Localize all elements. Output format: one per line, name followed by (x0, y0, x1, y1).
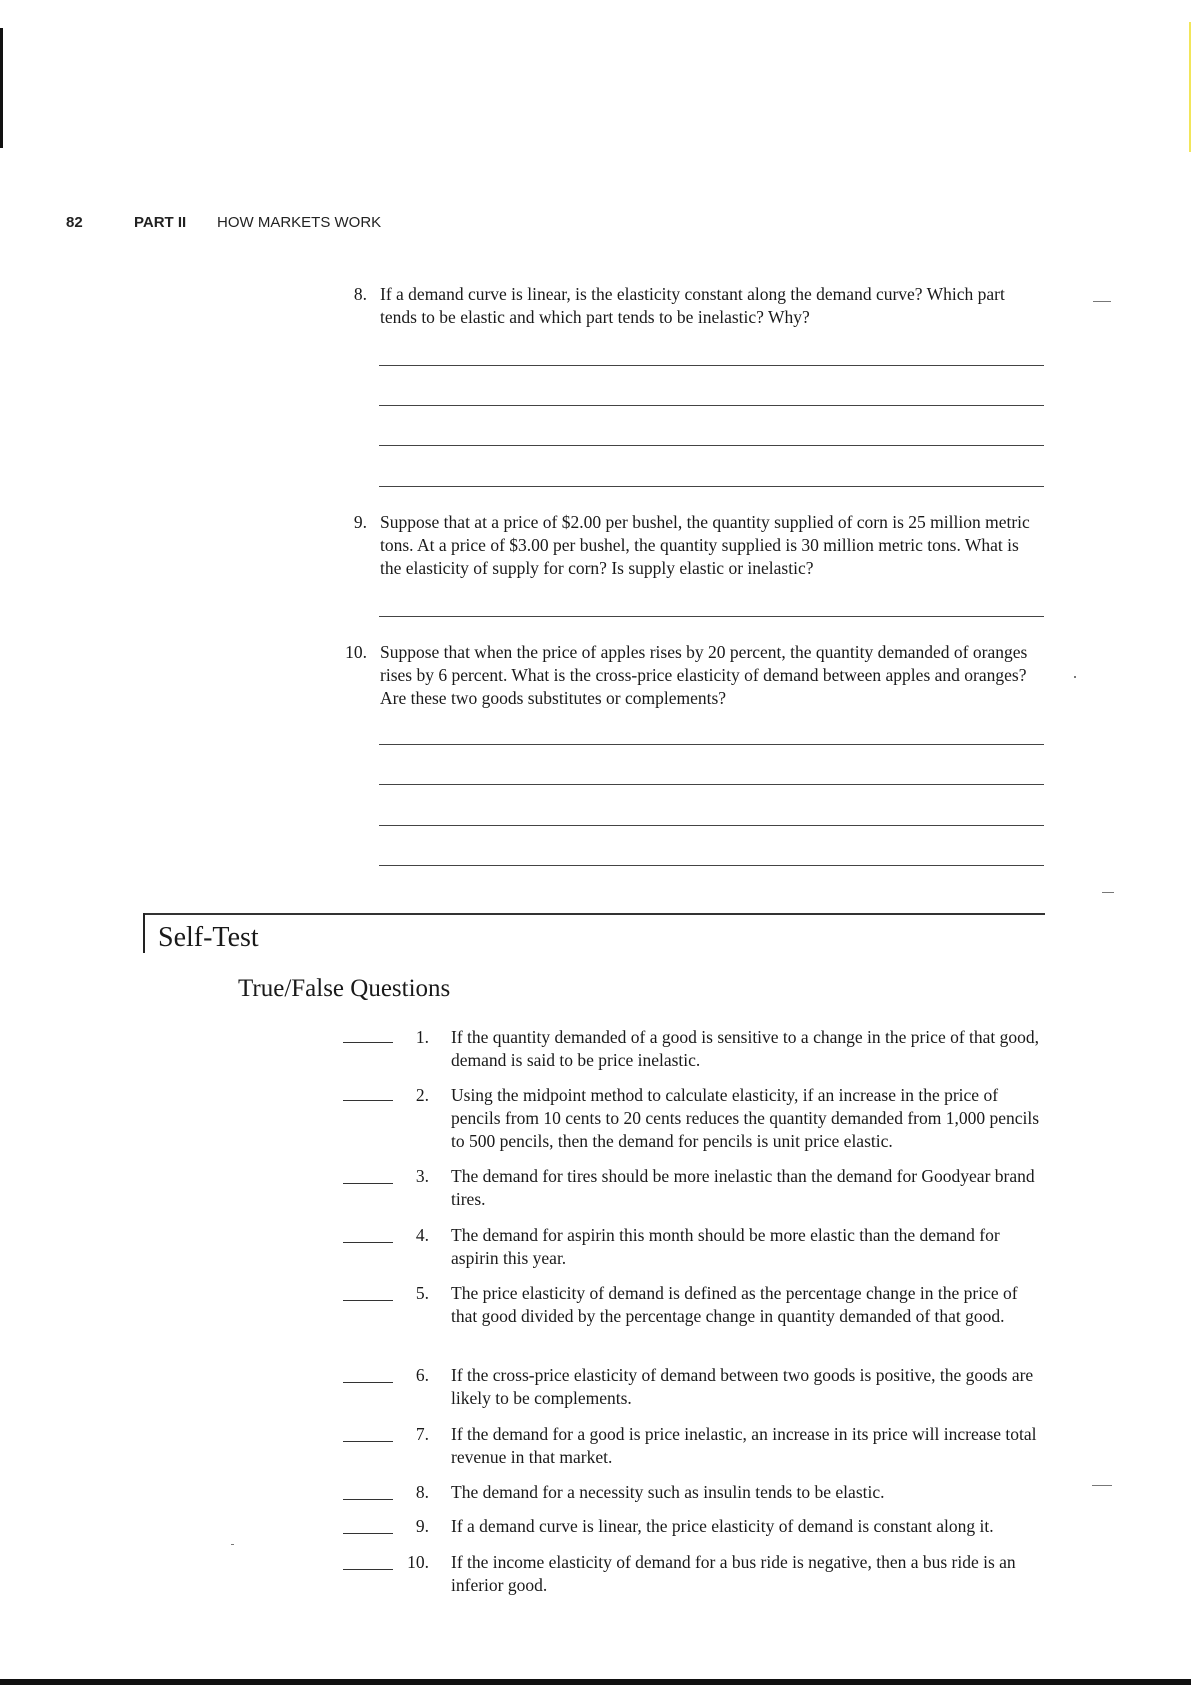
section-marker (143, 913, 145, 953)
answer-line[interactable] (379, 405, 1044, 406)
section-title: Self-Test (158, 922, 259, 953)
question-number: 10. (345, 642, 367, 662)
tf-number: 8. (415, 1482, 429, 1502)
tf-text: The demand for aspirin this month should be more elastic than the demand for aspirin this year. (451, 1225, 1000, 1268)
tf-text: The price elasticity of demand is defined as the percentage change in the price of that good divided by the percentage change in quantity demanded of that good. (451, 1283, 1018, 1326)
answer-blank[interactable] (343, 1100, 393, 1101)
answer-blank[interactable] (343, 1242, 393, 1243)
answer-line[interactable] (379, 365, 1044, 366)
tf-number: 1. (415, 1027, 429, 1047)
tf-number: 5. (415, 1283, 429, 1303)
tf-text: The demand for tires should be more inelastic than the demand for Goodyear brand tires. (451, 1166, 1035, 1209)
subsection-title: True/False Questions (238, 975, 451, 1002)
part-label: PART II (134, 214, 187, 231)
scan-speck (1092, 1485, 1112, 1486)
answer-blank[interactable] (343, 1499, 393, 1500)
tf-text: If a demand curve is linear, the price elasticity of demand is constant along it. (451, 1516, 994, 1536)
tf-text: The demand for a necessity such as insulin tends to be elastic. (451, 1482, 885, 1502)
tf-text: If the demand for a good is price inelastic, an increase in its price will increase total revenue in that market. (451, 1424, 1037, 1467)
answer-blank[interactable] (343, 1300, 393, 1301)
page-number: 82 (66, 214, 83, 231)
tf-text: If the cross-price elasticity of demand between two goods is positive, the goods are likely to be complements. (451, 1365, 1034, 1408)
answer-line[interactable] (379, 825, 1044, 826)
answer-blank[interactable] (343, 1569, 393, 1570)
answer-line[interactable] (379, 784, 1044, 785)
tf-number: 3. (415, 1166, 429, 1186)
question-text: If a demand curve is linear, is the elasticity constant along the demand curve? Which part tends to be elastic and which part tends to be inelastic? Why? (380, 284, 1005, 327)
question-number: 9. (353, 512, 367, 532)
tf-number: 10. (407, 1552, 429, 1572)
answer-line[interactable] (379, 865, 1044, 866)
scan-speck (1093, 301, 1111, 302)
tf-number: 4. (415, 1225, 429, 1245)
tf-number: 6. (415, 1365, 429, 1385)
answer-blank[interactable] (343, 1441, 393, 1442)
answer-line[interactable] (379, 616, 1044, 617)
scan-speck (231, 1544, 234, 1545)
tf-number: 7. (415, 1424, 429, 1444)
answer-line[interactable] (379, 445, 1044, 446)
part-title: HOW MARKETS WORK (217, 214, 382, 231)
answer-blank[interactable] (343, 1533, 393, 1534)
tf-number: 2. (415, 1085, 429, 1105)
scan-edge-left (0, 28, 3, 148)
section-rule (143, 913, 1045, 915)
question-text: Suppose that at a price of $2.00 per bushel, the quantity supplied of corn is 25 million metric tons. At a price of $3.00 per bushel, the quantity supplied is 30 million metric tons. What is the elasticity of supply for corn? Is supply elastic or inelastic? (380, 512, 1030, 578)
tf-text: If the quantity demanded of a good is sensitive to a change in the price of that good, demand is said to be price inelastic. (451, 1027, 1040, 1070)
tf-text: Using the midpoint method to calculate elasticity, if an increase in the price of pencils from 10 cents to 20 cents reduces the quantity demanded from 1,000 pencils to 500 pencils, then the demand for pencils is unit price elastic. (451, 1085, 1040, 1151)
question-text: Suppose that when the price of apples rises by 20 percent, the quantity demanded of oranges rises by 6 percent. What is the cross-price elasticity of demand between apples and oranges? Are these two goods substitutes or complements? (380, 642, 1028, 708)
tf-number: 9. (415, 1516, 429, 1536)
answer-line[interactable] (379, 486, 1044, 487)
scan-speck (1074, 676, 1076, 678)
answer-blank[interactable] (343, 1183, 393, 1184)
question-number: 8. (353, 284, 367, 304)
scan-edge-bottom (0, 1679, 1191, 1685)
answer-blank[interactable] (343, 1382, 393, 1383)
answer-line[interactable] (379, 744, 1044, 745)
answer-blank[interactable] (343, 1042, 393, 1043)
tf-text: If the income elasticity of demand for a bus ride is negative, then a bus ride is an inferior good. (451, 1552, 1016, 1595)
scan-speck (1102, 892, 1114, 893)
